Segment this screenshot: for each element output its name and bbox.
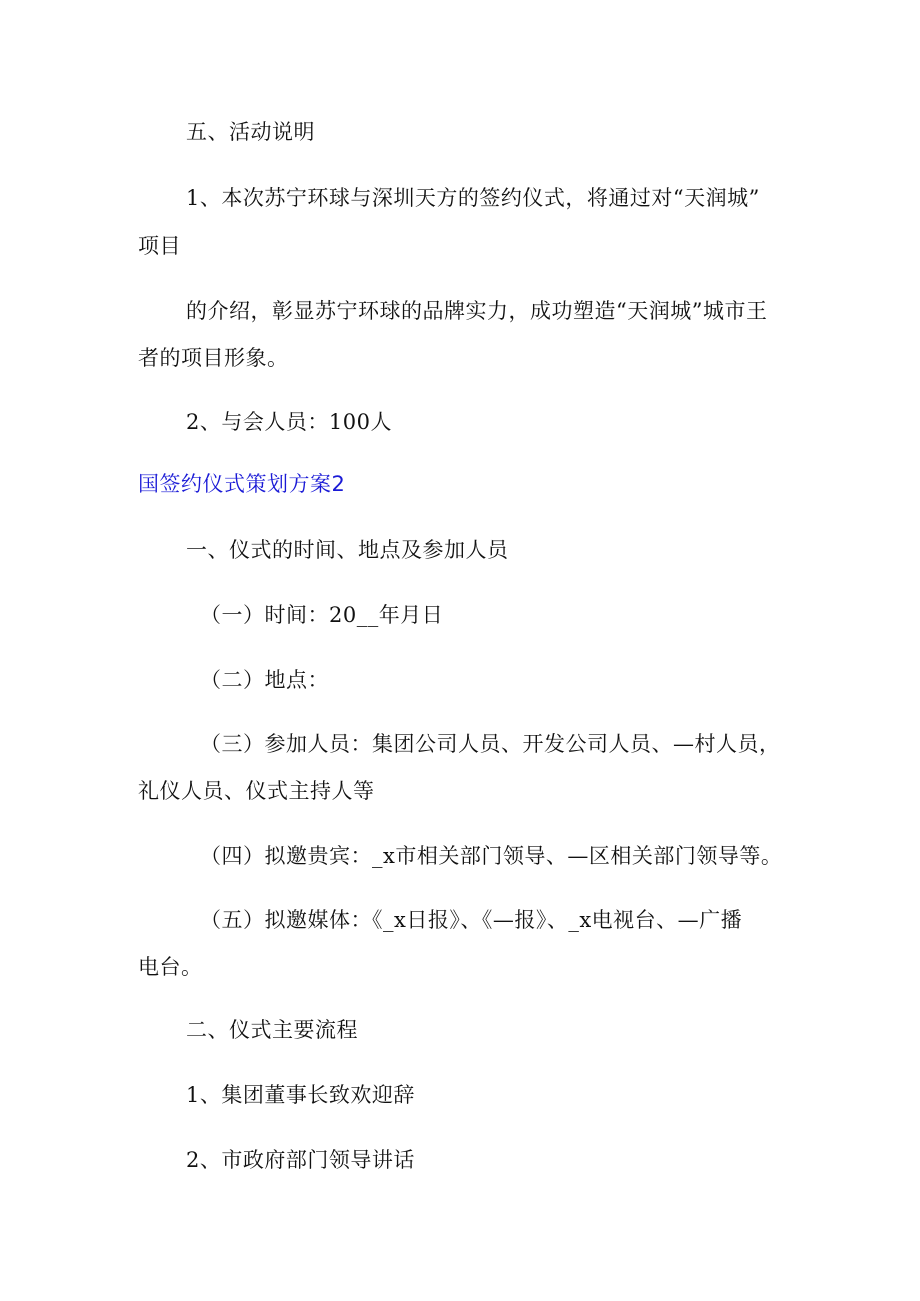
- paragraph-line: 2、与会人员：100人: [186, 410, 392, 434]
- paragraph-line: 者的项目形象。: [138, 346, 289, 370]
- list-item-continuation: 电台。: [138, 955, 203, 979]
- section-title: 一、仪式的时间、地点及参加人员: [186, 538, 509, 562]
- list-item: （一）时间：20__年月日: [200, 603, 444, 627]
- list-item: 1、集团董事长致欢迎辞: [186, 1083, 415, 1107]
- list-item: （二）地点：: [200, 668, 329, 692]
- paragraph-line: 的介绍，彰显苏宁环球的品牌实力，成功塑造“天润城”城市王: [186, 299, 768, 323]
- section-title: 二、仪式主要流程: [186, 1018, 358, 1042]
- paragraph-line: 项目: [138, 234, 181, 258]
- paragraph-line: 1、本次苏宁环球与深圳天方的签约仪式，将通过对“天润城”: [186, 186, 760, 210]
- list-item: （五）拟邀媒体：《_x日报》、《—报》、_x电视台、—广播: [200, 908, 743, 932]
- list-item: （四）拟邀贵宾：_x市相关部门领导、—区相关部门领导等。: [200, 844, 783, 868]
- list-item-continuation: 礼仪人员、仪式主持人等: [138, 779, 375, 803]
- list-item: （三）参加人员：集团公司人员、开发公司人员、—村人员，: [200, 732, 781, 756]
- list-item: 2、市政府部门领导讲话: [186, 1148, 415, 1172]
- section-title: 五、活动说明: [186, 120, 315, 144]
- document-heading: 国签约仪式策划方案2: [138, 472, 346, 496]
